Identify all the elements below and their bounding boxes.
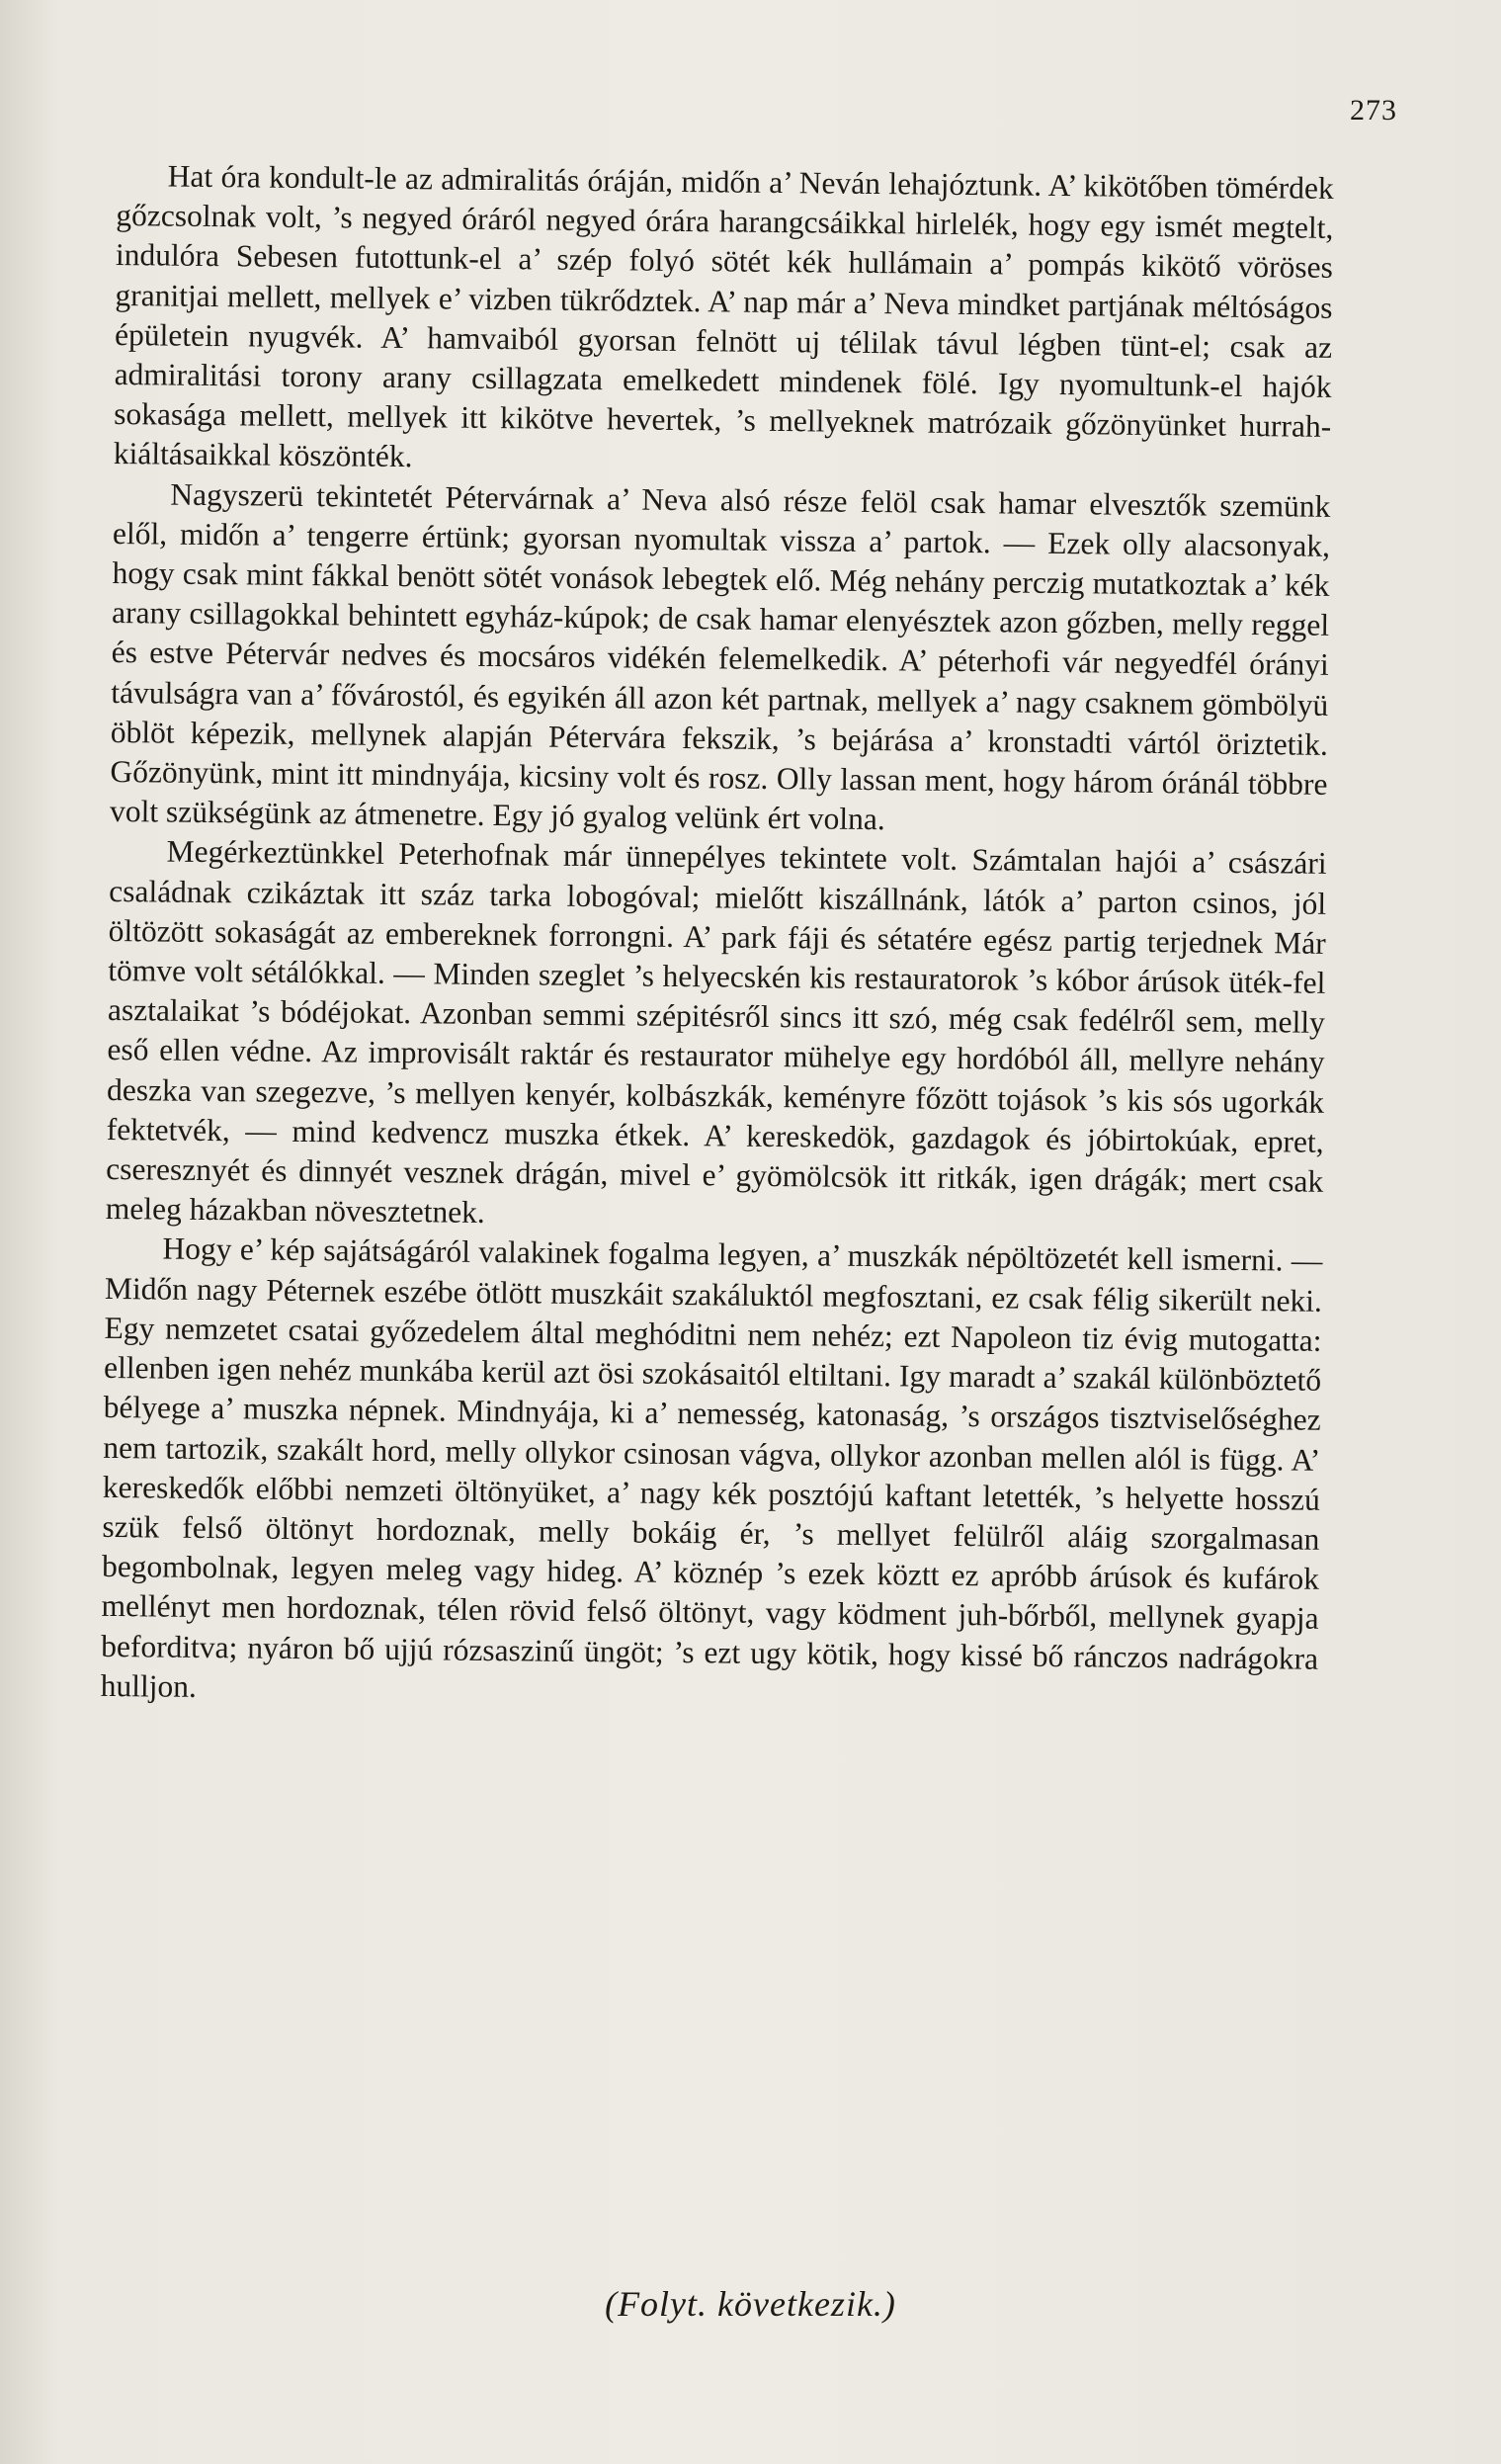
- paragraph-3: Megérkeztünkkel Peterhofnak már ünnepélyes tekintete volt. Számtalan hajói a’ császári családnak czikáztak itt száz tarka lobogóval; mielőtt kiszállnánk, látók a’ parton csinos, jól öltözött sokaságát az embereknek forrongni. A’ park fáji és sétatére egész partig terjednek Már tömve volt sétálókkal. — Minden szeglet ’s helyecskén kis restauratorok ’s kóbor árúsok üték-fel asztalaikat ’s bódéjokat. Azonban semmi szépitésről sincs itt szó, még csak fedélről sem, melly eső ellen védne. Az improvisált raktár és restaurator mühelye egy hordóból áll, mellyre nehány deszka van szegezve, ’s mellyen kenyér, kolbászkák, keményre főzött tojások ’s kis sós ugorkák fektetvék, — mind kedvencz muszka étkek. A’ kereskedök, gazdagok és jóbirtokúak, epret, cseresznyét és dinnyét vesznek drágán, mivel e’ gyömölcsök itt ritkák, igen drágák; mert csak meleg házakban növesztetnek.: [105, 834, 1327, 1231]
- page-number: 273: [1350, 94, 1397, 127]
- paragraph-1: Hat óra kondult-le az admiralitás óráján, midőn a’ Neván lehajóztunk. A’ kikötőben tömérdek gőzcsolnak volt, ’s negyed óráról negyed órára harangcsáikkal hirlelék, hogy egy ismét megtelt, indulóra Sebesen futottunk-el a’ szép folyó sötét kék hullámain a’ pompás kikötő vöröses granitjai mellett, mellyek e’ vizben tükrődztek. A’ nap már a’ Neva mindket partjának méltóságos épületein nyugvék. A’ hamvaiból gyorsan felnött uj télilak távul légben tünt-el; csak az admiralitási torony arany csillagzata emelkedett mindenek fölé. Igy nyomultunk-el hajók sokasága mellett, mellyek itt kikötve hevertek, ’s mellyeknek matrózaik gőzönyünket hurrah-kiáltásaikkal köszönték.: [113, 158, 1334, 474]
- paragraph-2: Nagyszerü tekintetét Pétervárnak a’ Neva alsó része felöl csak hamar elvesztők szemünk elől, midőn a’ tengerre értünk; gyorsan nyomultak vissza a’ partok. — Ezek olly alacsonyak, hogy csak mint fákkal benött sötét vonások lebegtek elő. Még nehány perczig mutatkoztak a’ kék arany csillagokkal behintett egyház-kúpok; de csak hamar elenyésztek azon gőzben, melly reggel és estve Pétervár nedves és mocsáros vidékén felemelkedik. A’ péterhofi vár negyedfél órányi távulságra van a’ fővárostól, és egyikén áll azon két partnak, mellyek a’ nagy csaknem gömbölyü öblöt képezik, mellynek alapján Pétervára fekszik, ’s bejárása a’ kronstadti vártól öriztetik. Gőzönyünk, mint itt mindnyája, kicsiny volt és rosz. Olly lassan ment, hogy három óránál többre volt szükségünk az átmenetre. Egy jó gyalog velünk ért volna.: [109, 476, 1331, 837]
- article-body: [101, 156, 1334, 1719]
- continuation-note: (Folyt. következik.): [605, 2284, 896, 2324]
- paragraph-4: Hogy e’ kép sajátságáról valakinek fogalma legyen, a’ muszkák népöltözetét kell ismerni. — Midőn nagy Péternek eszébe ötlött muszkáit szakáluktól megfosztani, ez csak félig sikerült neki. Egy nemzetet csatai győzedelem által meghóditni nem nehéz; ezt Napoleon tiz évig mutogatta: ellenben igen nehéz munkába kerül azt ösi szokásaitól eltiltani. Igy maradt a’ szakál különböztető bélyege a’ muszka népnek. Mindnyája, ki a’ nemesség, katonaság, ’s országos tisztviselőséghez nem tartozik, szakált hord, melly ollykor csinosan vágva, ollykor azonban mellen alól is függ. A’ kereskedők előbbi nemzeti öltönyüket, a’ nagy kék posztójú kaftant letették, ’s helyette hosszú szük felső öltönyt hordoznak, melly bokáig ér, ’s mellyet felülről aláig szorgalmasan begombolnak, legyen meleg vagy hideg. A’ köznép ’s ezek köztt ez apróbb árúsok és kufárok mellényt men hordoznak, télen rövid felső öltönyt, vagy ködment juh-bőrből, mellynek gyapja beforditva; nyáron bő ujjú rózsaszinű üngöt; ’s ezt ugy kötik, hogy kissé bő ránczos nadrágokra hulljon.: [100, 1232, 1323, 1704]
